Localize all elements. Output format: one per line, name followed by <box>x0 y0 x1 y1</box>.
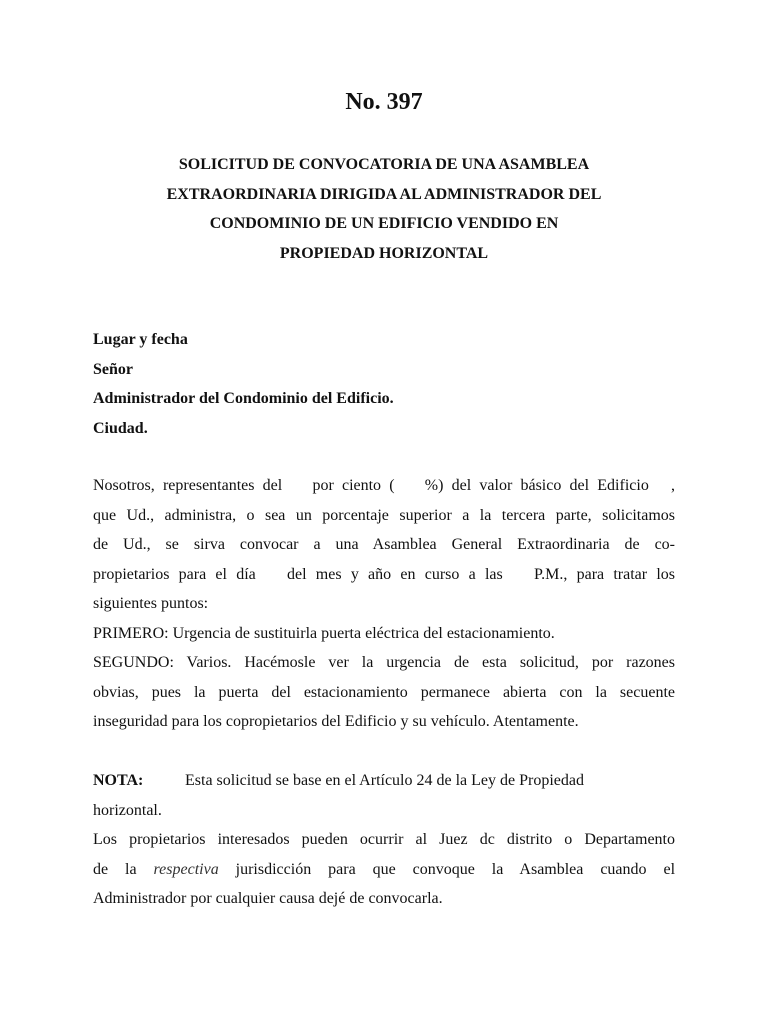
nota-line-3: Los propietarios interesados pueden ocurrir al Juez dc distrito o Departamento <box>93 831 675 848</box>
body-line-4b: del mes y año en curso a las <box>287 565 503 583</box>
body-line-4c: P.M., para tratar los <box>534 565 676 583</box>
recipient: Administrador del Condominio del Edificio. <box>93 390 394 407</box>
nota-line-1 <box>93 766 675 796</box>
document-number: No. 397 <box>345 89 423 115</box>
body-line-1d: , <box>671 477 676 494</box>
body-line-1 <box>93 471 675 501</box>
body-line-4a: propietarios para el día <box>93 565 256 583</box>
point-segundo-3: inseguridad para los copropietarios del Edificio y su vehículo. Atentamente. <box>93 713 579 730</box>
nota-line-5: Administrador por cualquier causa dejé de convocarla. <box>93 890 443 907</box>
salutation: Señor <box>93 360 133 378</box>
letter-body <box>93 471 675 914</box>
body-line-2: que Ud., administra, o sea un porcentaje superior a la tercera parte, solicitamos <box>93 506 675 524</box>
document-title <box>100 150 668 268</box>
body-line-4 <box>93 560 675 590</box>
point-segundo-1: SEGUNDO: Varios. Hacémosle ver la urgencia de esta solicitud, por razones <box>93 654 675 671</box>
place-date: Lugar y fecha <box>93 331 188 348</box>
title-line-1: SOLICITUD DE CONVOCATORIA DE UNA ASAMBLEA <box>178 156 590 173</box>
body-line-5: siguientes puntos: <box>93 595 209 612</box>
city: Ciudad. <box>93 419 148 437</box>
title-line-4: PROPIEDAD HORIZONTAL <box>279 244 489 262</box>
body-line-1c: %) del valor básico del Edificio <box>424 477 649 494</box>
nota-label: NOTA: <box>93 772 144 789</box>
point-primero: PRIMERO: Urgencia de sustituirla puerta eléctrica del estacionamiento. <box>93 624 555 642</box>
nota-text-4b: respectiva <box>153 860 219 878</box>
nota-line-2: horizontal. <box>93 801 162 819</box>
body-line-1b: por ciento ( <box>312 477 395 494</box>
nota-text-4c: jurisdicción para que convoque la Asamblea cuando el <box>235 860 676 878</box>
title-line-2: EXTRAORDINARIA DIRIGIDA AL ADMINISTRADOR DEL <box>166 185 602 203</box>
nota-text-4a: de la <box>93 860 137 878</box>
nota-line-4 <box>93 855 675 885</box>
body-line-3: de Ud., se sirva convocar a una Asamblea General Extraordinaria de co- <box>93 536 675 553</box>
nota-text-1: Esta solicitud se base en el Artículo 24 de la Ley de Propiedad <box>185 772 584 789</box>
title-line-3: CONDOMINIO DE UN EDIFICIO VENDIDO EN <box>209 215 559 232</box>
body-line-1a: Nosotros, representantes del <box>93 477 283 494</box>
addressee-block <box>93 325 683 443</box>
point-segundo-2: obvias, pues la puerta del estacionamiento permanece abierta con la secuente <box>93 683 675 701</box>
